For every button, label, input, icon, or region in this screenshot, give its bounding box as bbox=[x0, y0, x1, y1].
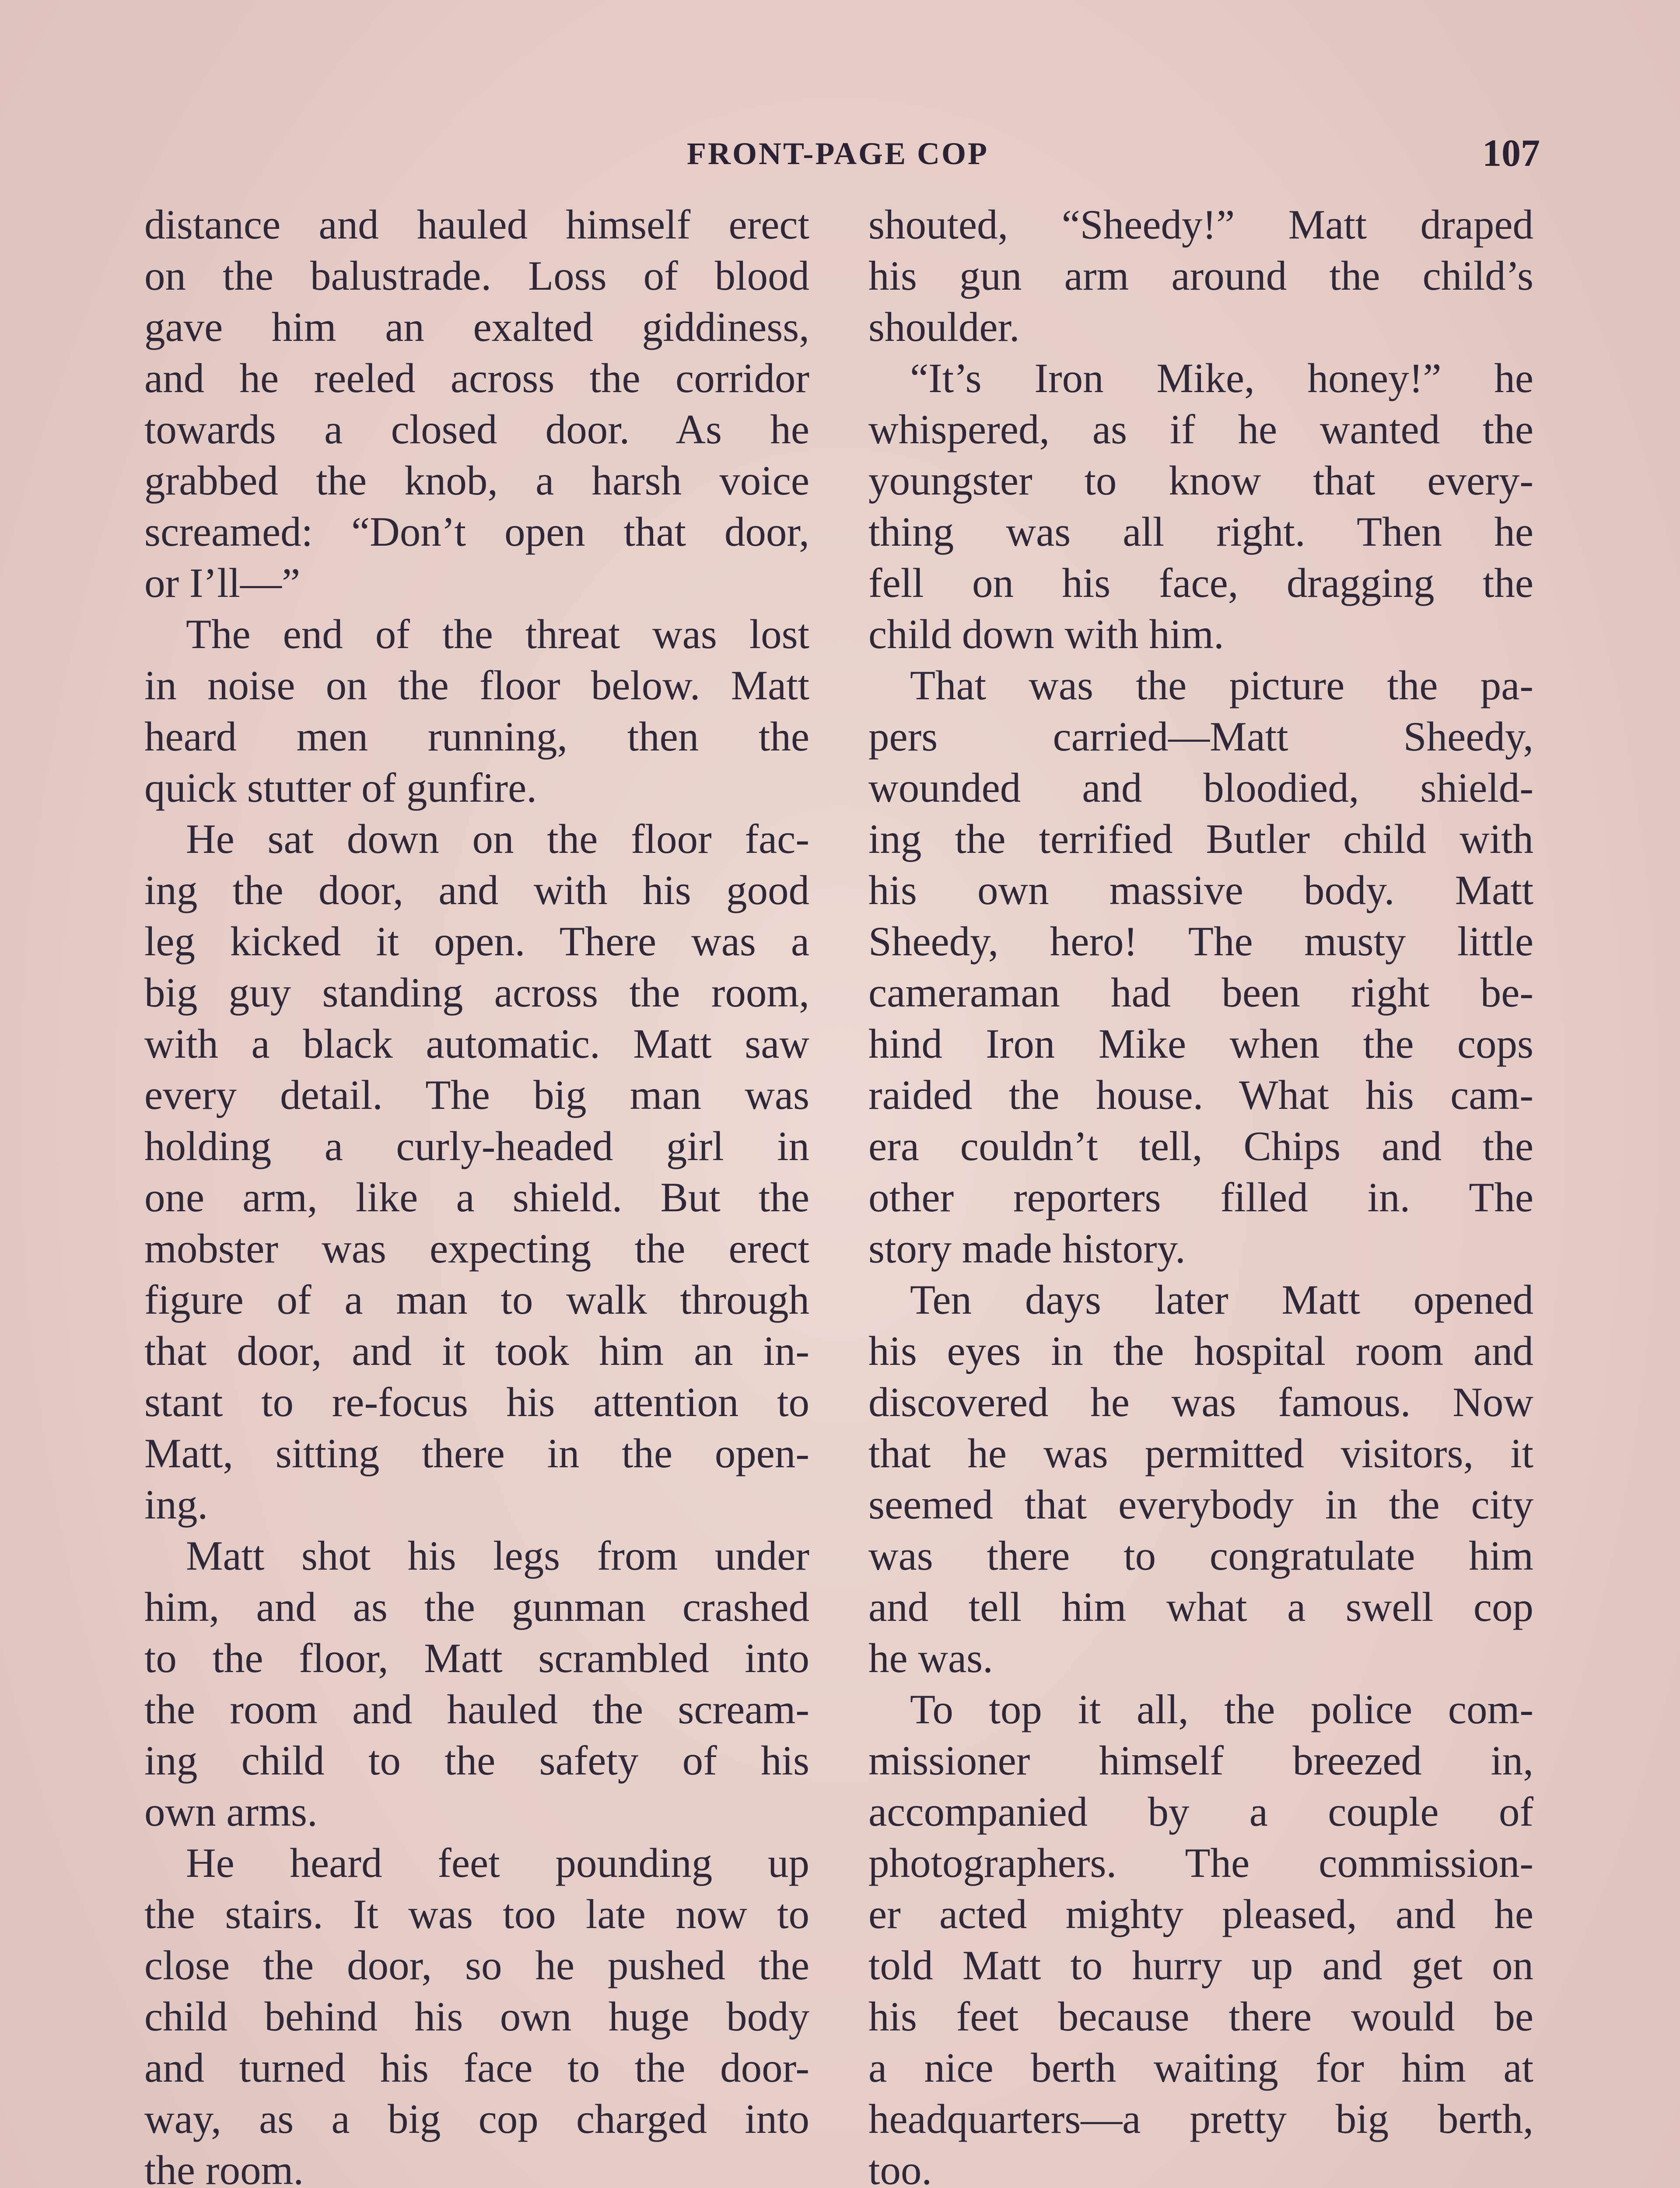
text-line: to the floor, Matt scrambled into bbox=[144, 1635, 809, 1681]
text-line: figure of a man to walk through bbox=[144, 1276, 809, 1323]
text-line: ing child to the safety of his bbox=[144, 1737, 809, 1784]
text-line: stant to re-focus his attention to bbox=[144, 1379, 809, 1425]
text-line: gave him an exalted giddiness, bbox=[144, 304, 809, 350]
text-line: towards a closed door. As he bbox=[144, 406, 809, 452]
text-line: other reporters filled in. The bbox=[868, 1174, 1533, 1220]
text-line: with a black automatic. Matt saw bbox=[144, 1020, 809, 1067]
text-line: Matt, sitting there in the open- bbox=[144, 1430, 809, 1476]
text-line: He heard feet pounding up bbox=[186, 1840, 809, 1886]
text-line: shouted, “Sheedy!” Matt draped bbox=[868, 201, 1533, 248]
text-line: quick stutter of gunfire. bbox=[144, 764, 537, 811]
text-line: missioner himself breezed in, bbox=[868, 1737, 1533, 1784]
text-line: er acted mighty pleased, and he bbox=[868, 1891, 1533, 1937]
text-line: big guy standing across the room, bbox=[144, 969, 809, 1016]
text-line: cameraman had been right be- bbox=[868, 969, 1533, 1016]
text-line: Ten days later Matt opened bbox=[910, 1276, 1533, 1323]
page-number: 107 bbox=[1482, 132, 1540, 175]
text-line: one arm, like a shield. But the bbox=[144, 1174, 809, 1220]
text-line: him, and as the gunman crashed bbox=[144, 1584, 809, 1630]
text-line: and turned his face to the door- bbox=[144, 2044, 809, 2091]
text-line: the stairs. It was too late now to bbox=[144, 1891, 809, 1937]
text-line: Matt shot his legs from under bbox=[186, 1532, 809, 1579]
text-line: close the door, so he pushed the bbox=[144, 1942, 809, 1988]
text-line: ing. bbox=[144, 1481, 208, 1528]
text-line: was there to congratulate him bbox=[868, 1532, 1533, 1579]
text-line: his gun arm around the child’s bbox=[868, 252, 1533, 299]
text-line: his eyes in the hospital room and bbox=[868, 1328, 1533, 1374]
text-line: headquarters—a pretty big berth, bbox=[868, 2096, 1533, 2142]
text-line: his feet because there would be bbox=[868, 1993, 1533, 2040]
text-line: pers carried—Matt Sheedy, bbox=[868, 713, 1533, 760]
text-line: ing the door, and with his good bbox=[144, 867, 809, 913]
text-line: hind Iron Mike when the cops bbox=[868, 1020, 1533, 1067]
text-line: seemed that everybody in the city bbox=[868, 1481, 1533, 1528]
text-line: He sat down on the floor fac- bbox=[186, 816, 809, 862]
text-line: the room and hauled the scream- bbox=[144, 1686, 809, 1732]
text-line: accompanied by a couple of bbox=[868, 1788, 1533, 1835]
text-line: ing the terrified Butler child with bbox=[868, 816, 1533, 862]
text-line: the room. bbox=[144, 2147, 304, 2188]
text-line: he was. bbox=[868, 1635, 993, 1681]
text-line: The end of the threat was lost bbox=[186, 611, 809, 657]
text-line: grabbed the knob, a harsh voice bbox=[144, 457, 809, 504]
text-line: whispered, as if he wanted the bbox=[868, 406, 1533, 452]
text-line: story made history. bbox=[868, 1225, 1186, 1272]
text-line: thing was all right. Then he bbox=[868, 508, 1533, 555]
text-line: photographers. The commission- bbox=[868, 1840, 1533, 1886]
text-line: every detail. The big man was bbox=[144, 1072, 809, 1118]
text-line: “It’s Iron Mike, honey!” he bbox=[910, 355, 1533, 401]
text-line: youngster to know that every- bbox=[868, 457, 1533, 504]
text-line: To top it all, the police com- bbox=[910, 1686, 1533, 1732]
right-text-column bbox=[868, 199, 1533, 2188]
text-line: child behind his own huge body bbox=[144, 1993, 809, 2040]
text-line: heard men running, then the bbox=[144, 713, 809, 760]
text-line: that he was permitted visitors, it bbox=[868, 1430, 1533, 1476]
text-line: discovered he was famous. Now bbox=[868, 1379, 1533, 1425]
page-header bbox=[144, 131, 1540, 179]
text-line: wounded and bloodied, shield- bbox=[868, 764, 1533, 811]
text-line: holding a curly-headed girl in bbox=[144, 1123, 809, 1169]
text-line: fell on his face, dragging the bbox=[868, 560, 1533, 606]
text-line: child down with him. bbox=[868, 611, 1224, 657]
text-line: shoulder. bbox=[868, 304, 1020, 350]
text-line: that door, and it took him an in- bbox=[144, 1328, 809, 1374]
text-line: own arms. bbox=[144, 1788, 318, 1835]
text-line: screamed: “Don’t open that door, bbox=[144, 508, 809, 555]
text-line: leg kicked it open. There was a bbox=[144, 918, 809, 964]
text-line: Sheedy, hero! The musty little bbox=[868, 918, 1533, 964]
text-line: on the balustrade. Loss of blood bbox=[144, 252, 809, 299]
text-line: raided the house. What his cam- bbox=[868, 1072, 1533, 1118]
text-line: way, as a big cop charged into bbox=[144, 2096, 809, 2142]
text-line: That was the picture the pa- bbox=[910, 662, 1533, 708]
text-line: or I’ll—” bbox=[144, 560, 301, 606]
text-line: a nice berth waiting for him at bbox=[868, 2044, 1533, 2091]
text-line: too. bbox=[868, 2147, 932, 2188]
text-line: and tell him what a swell cop bbox=[868, 1584, 1533, 1630]
text-line: distance and hauled himself erect bbox=[144, 201, 809, 248]
running-head: FRONT-PAGE COP bbox=[687, 136, 989, 171]
text-line: his own massive body. Matt bbox=[868, 867, 1533, 913]
left-text-column bbox=[144, 199, 809, 2188]
text-line: told Matt to hurry up and get on bbox=[868, 1942, 1533, 1988]
text-line: era couldn’t tell, Chips and the bbox=[868, 1123, 1533, 1169]
text-line: mobster was expecting the erect bbox=[144, 1225, 809, 1272]
text-line: in noise on the floor below. Matt bbox=[144, 662, 809, 708]
text-line: and he reeled across the corridor bbox=[144, 355, 809, 401]
